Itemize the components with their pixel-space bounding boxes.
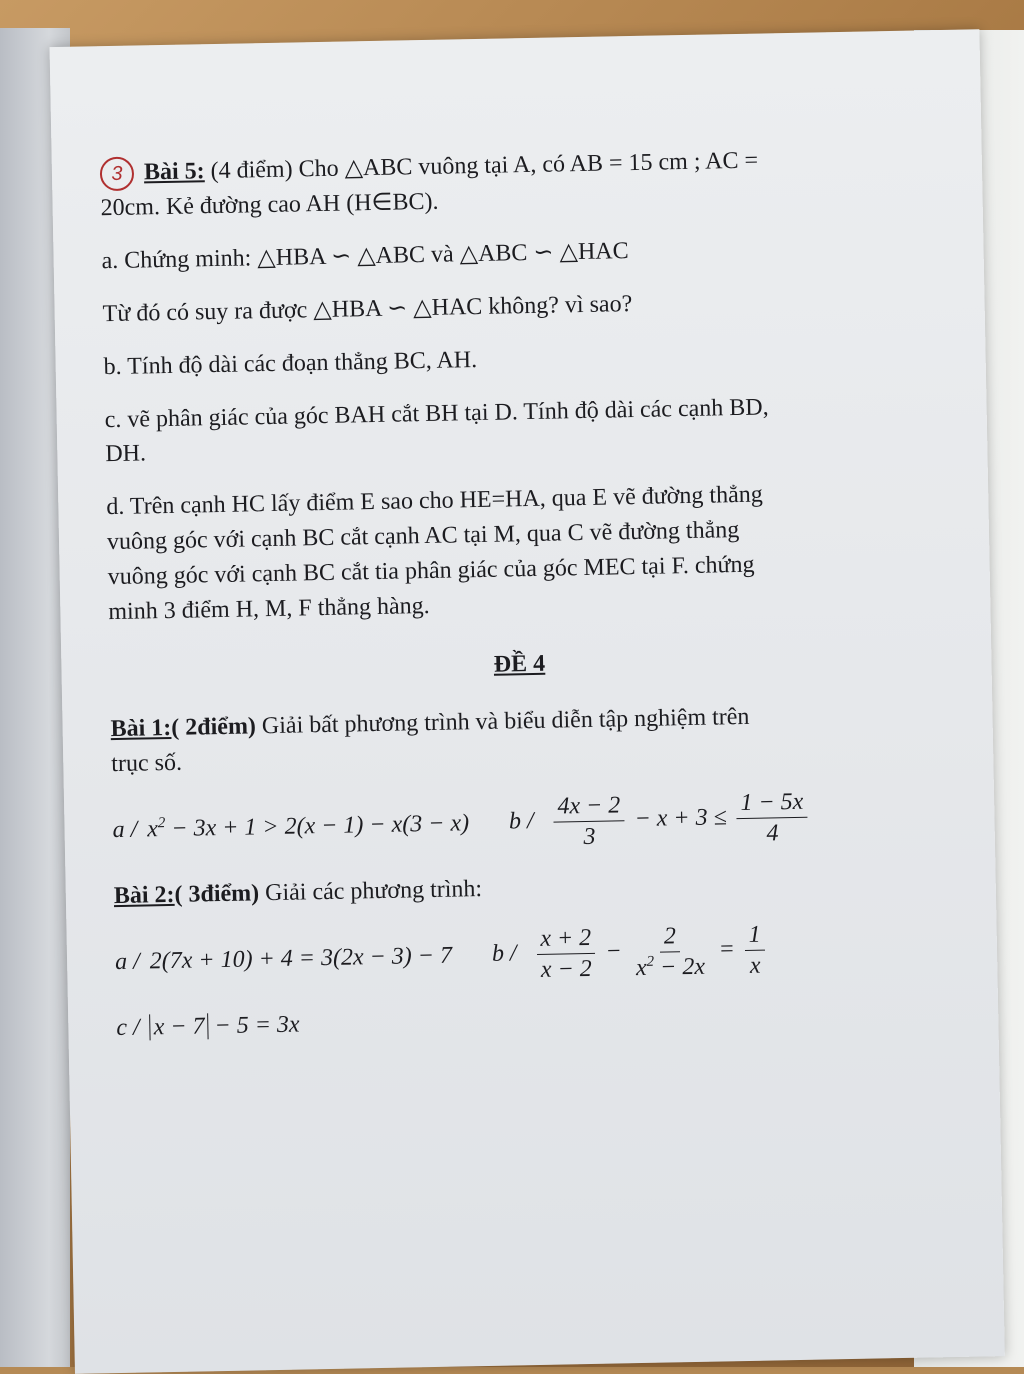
bai2-a-label: a /	[114, 948, 141, 975]
bai1-a-rest: − 3x + 1 > 2(x − 1) − x(3 − x)	[165, 810, 470, 843]
bai1-a-exponent: 2	[157, 815, 166, 832]
denominator-rest: − 2x	[653, 953, 706, 981]
bai2-title: Bài 2:	[113, 881, 175, 909]
bai1-points: ( 2điểm)	[171, 713, 257, 742]
bai1-part-b	[508, 787, 812, 854]
fraction-denominator: x − 2	[540, 955, 593, 983]
bai1-b-label: b /	[508, 807, 534, 835]
bai5-intro	[100, 140, 921, 226]
bai2-part-a	[115, 938, 453, 979]
bai2-points: ( 3điểm)	[174, 880, 260, 908]
bai5-part-d-line-1: d. Trên cạnh HC lấy điểm E sao cho HE=HA, qua E vẽ đường thẳng	[106, 481, 763, 521]
exam-paper	[50, 29, 1005, 1374]
bai2-c-label: c /	[116, 1014, 140, 1041]
fraction-numerator: 2	[660, 921, 681, 952]
bai2-b-fraction-1	[536, 922, 596, 984]
bai1-a-x: x	[146, 816, 159, 843]
bai1-equations	[112, 784, 933, 861]
bai1-intro	[110, 697, 931, 782]
bai5-part-c-line-2: DH.	[105, 440, 147, 468]
denominator-exponent: 2	[646, 953, 655, 970]
bai5-part-a: a. Chứng minh: △HBA ∽ △ABC và △ABC ∽ △HAC	[101, 238, 629, 275]
bai2-intro	[114, 863, 935, 914]
bai2-equations-row-2	[116, 995, 937, 1046]
bai1-part-a	[112, 806, 469, 848]
bai5-part-d-line-3: vuông góc với cạnh BC cắt tia phân giác của góc MEC tại F. chứng	[107, 551, 755, 591]
bai1-text-line-2: trục số.	[111, 749, 183, 778]
bai2-c-rest: − 5 = 3x	[208, 1011, 300, 1039]
absolute-value: x − 7	[149, 1013, 208, 1040]
bai5-part-d-line-2: vuông góc với cạnh BC cắt cạnh AC tại M, qua C vẽ đường thẳng	[106, 517, 740, 556]
bai2-text: Giải các phương trình:	[258, 875, 483, 907]
bai5-intro-line-1: (4 điểm) Cho △ABC vuông tại A, có AB = 15 cm ; AC =	[204, 147, 759, 185]
bai1-b-fraction-2	[736, 787, 808, 849]
bai2-part-c	[116, 1007, 300, 1045]
bai1-text-line-1: Giải bất phương trình và biểu diễn tập nghiệm trên	[255, 704, 750, 740]
bai5-intro-line-2: 20cm. Kẻ đường cao AH (H∈BC).	[100, 189, 439, 222]
bai2-b-equals: =	[712, 935, 742, 963]
fraction-denominator	[632, 951, 710, 982]
fraction-denominator: x	[749, 952, 761, 979]
fraction-denominator: 3	[583, 823, 596, 850]
bai5-part-c	[104, 387, 925, 472]
bai2-equations-row-1	[115, 916, 936, 993]
bai1-b-fraction-1	[553, 790, 625, 852]
bai5-part-a-question: Từ đó có suy ra được △HBA ∽ △HAC không? vì sao?	[102, 291, 633, 328]
fraction-numerator: 4x − 2	[553, 790, 624, 822]
fraction-numerator: x + 2	[536, 922, 595, 954]
fraction-numerator: 1 − 5x	[736, 787, 807, 819]
denominator-x: x	[635, 954, 647, 981]
bai2-b-fraction-3	[744, 919, 765, 980]
bai1-a-label: a /	[112, 816, 138, 844]
bai5-title: Bài 5:	[143, 158, 205, 186]
paper-content	[100, 140, 937, 1063]
bai1-title: Bài 1:	[110, 715, 172, 743]
bai2-a-expression: 2(7x + 10) + 4 = 3(2x − 3) − 7	[149, 942, 453, 975]
bai5-part-d-line-4: minh 3 điểm H, M, F thẳng hàng.	[108, 592, 430, 625]
bai2-b-label: b /	[491, 940, 517, 967]
bai5-part-b: b. Tính độ dài các đoạn thẳng BC, AH.	[103, 346, 478, 381]
bai5-part-d	[106, 475, 929, 630]
bai2-b-minus: −	[599, 937, 628, 965]
fraction-denominator: 4	[766, 820, 779, 847]
bai2-b-fraction-2	[631, 920, 709, 982]
handwritten-number-mark: 3	[100, 157, 135, 192]
bai1-b-middle: − x + 3 ≤	[628, 804, 734, 833]
de4-heading: ĐỀ 4	[493, 651, 546, 679]
bai2-part-b	[491, 919, 769, 985]
bai5-part-c-line-1: c. vẽ phân giác của góc BAH cắt BH tại D. Tính độ dài các cạnh BD,	[104, 394, 769, 433]
fraction-numerator: 1	[744, 919, 765, 950]
